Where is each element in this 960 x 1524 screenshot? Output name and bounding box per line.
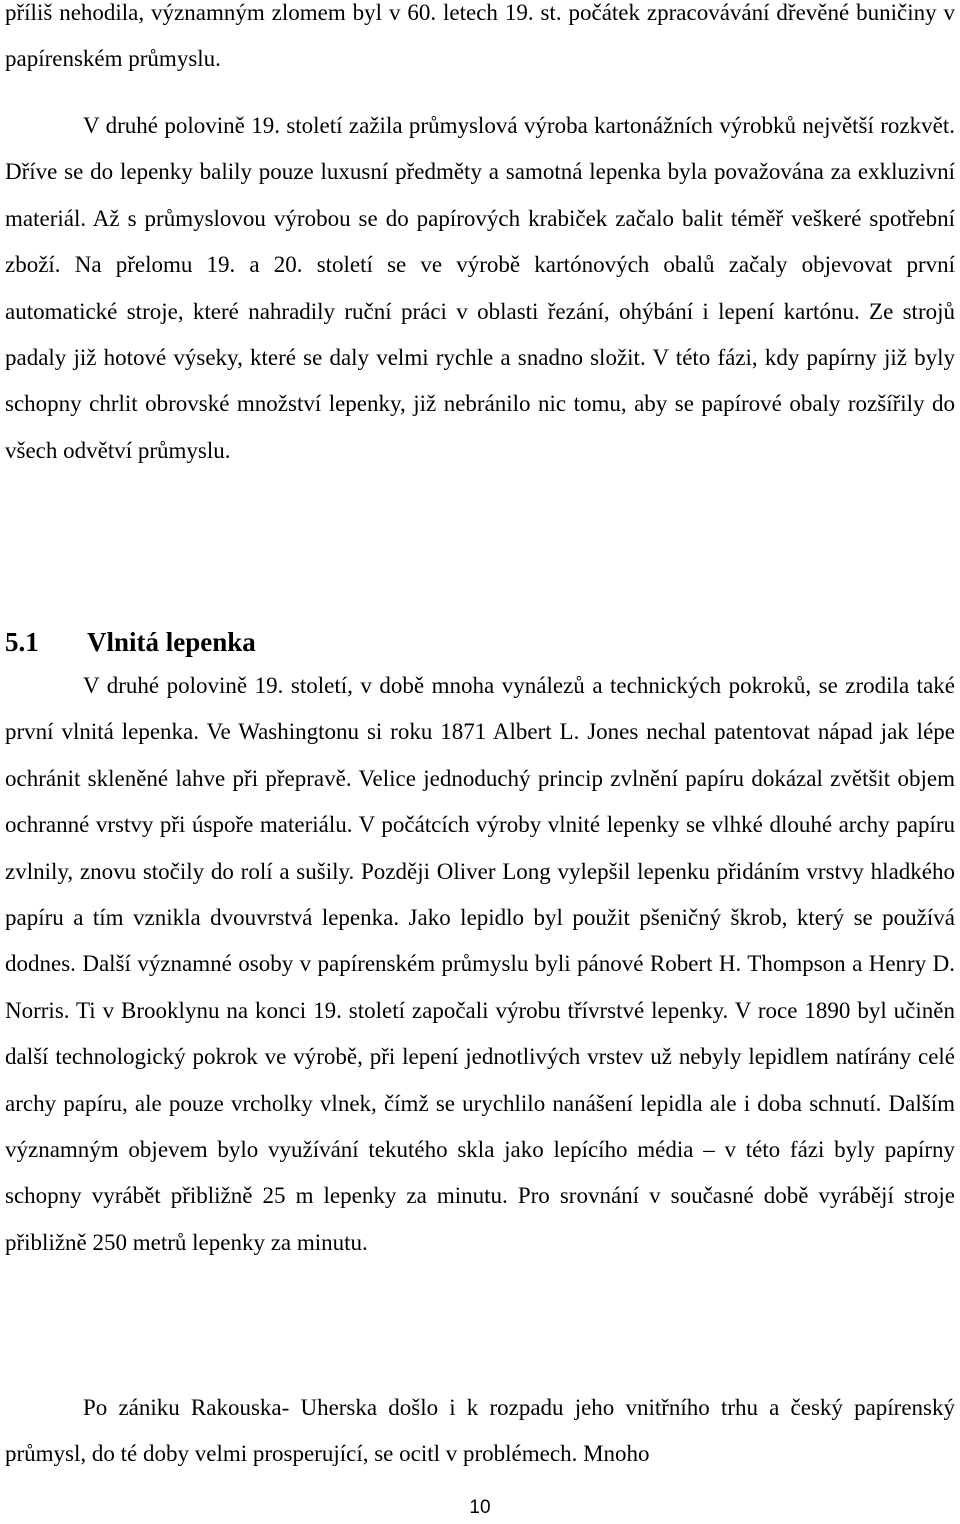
page-number: 10 <box>469 1497 491 1518</box>
paragraph-austria-hungary <box>5 1385 955 1478</box>
paragraph-text: příliš nehodila, významným zlomem byl v 60. letech 19. st. počátek zpracovávání dřevěné buničiny v papírenském průmyslu. <box>5 0 955 72</box>
paragraph-corrugated-board <box>5 663 955 1266</box>
paragraph-text: V druhé polovině 19. století zažila průmyslová výroba kartonážních výrobků největší rozkvět. Dříve se do lepenky balily pouze luxusní předměty a samotná lepenka byla považována za exkluzivní materiál. Až s průmyslovou výrobou se do papírových krabiček začalo balit téměř veškeré spotřební zboží. Na přelomu 19. a 20. století se ve výrobě kartónových obalů začaly objevovat první automatické stroje, které nahradily ruční práci v oblasti řezání, ohýbání i lepení kartónu. Ze strojů padaly již hotové výseky, které se daly velmi rychle a snadno složit. V této fázi, kdy papírny již byly schopny chrlit obrovské množství lepenky, již nebránilo nic tomu, aby se papírové obaly rozšířily do všech odvětví průmyslu. <box>5 113 955 463</box>
paragraph-text: V druhé polovině 19. století, v době mnoha vynálezů a technických pokroků, se zrodila také první vlnitá lepenka. Ve Washingtonu si roku 1871 Albert L. Jones nechal patentovat nápad jak lépe ochránit skleněné lahve při přepravě. Velice jednoduchý princip zvlnění papíru dokázal zvětšit objem ochranné vrstvy při úspoře materiálu. V počátcích výroby vlnité lepenky se vlhké dlouhé archy papíru zvlnily, znovu stočily do rolí a sušily. Později Oliver Long vylepšil lepenku přidáním vrstvy hladkého papíru a tím vznikla dvouvrstvá lepenka. Jako lepidlo byl použit pšeničný škrob, který se používá dodnes. Další významné osoby v papírenském průmyslu byli pánové Robert H. Thompson a Henry D. Norris. Ti v Brooklynu na konci 19. století započali výrobu třívrstvé lepenky. V roce 1890 byl učiněn další technologický pokrok ve výrobě, při lepení jednotlivých vrstev už nebyly lepidlem natírány celé archy papíru, ale pouze vrcholky vlnek, čímž se urychlilo nanášení lepidla ale i doba schnutí. Dalším významným objevem bylo využívání tekutého skla jako lepícího média – v této fázi byly papírny schopny vyrábět přibližně 25 m lepenky za minutu. Pro srovnání v současné době vyrábějí stroje přibližně 250 metrů lepenky za minutu. <box>5 673 955 1255</box>
section-heading <box>5 620 256 664</box>
paragraph-cardboard-production <box>5 103 955 474</box>
paragraph-text: Po zániku Rakouska- Uherska došlo i k rozpadu jeho vnitřního trhu a český papírenský průmysl, do té doby velmi prosperující, se ocitl v problémech. Mnoho <box>5 1395 955 1467</box>
section-title: Vlnitá lepenka <box>87 627 256 657</box>
paragraph-continuation <box>5 0 955 83</box>
section-number: 5.1 <box>5 627 39 657</box>
